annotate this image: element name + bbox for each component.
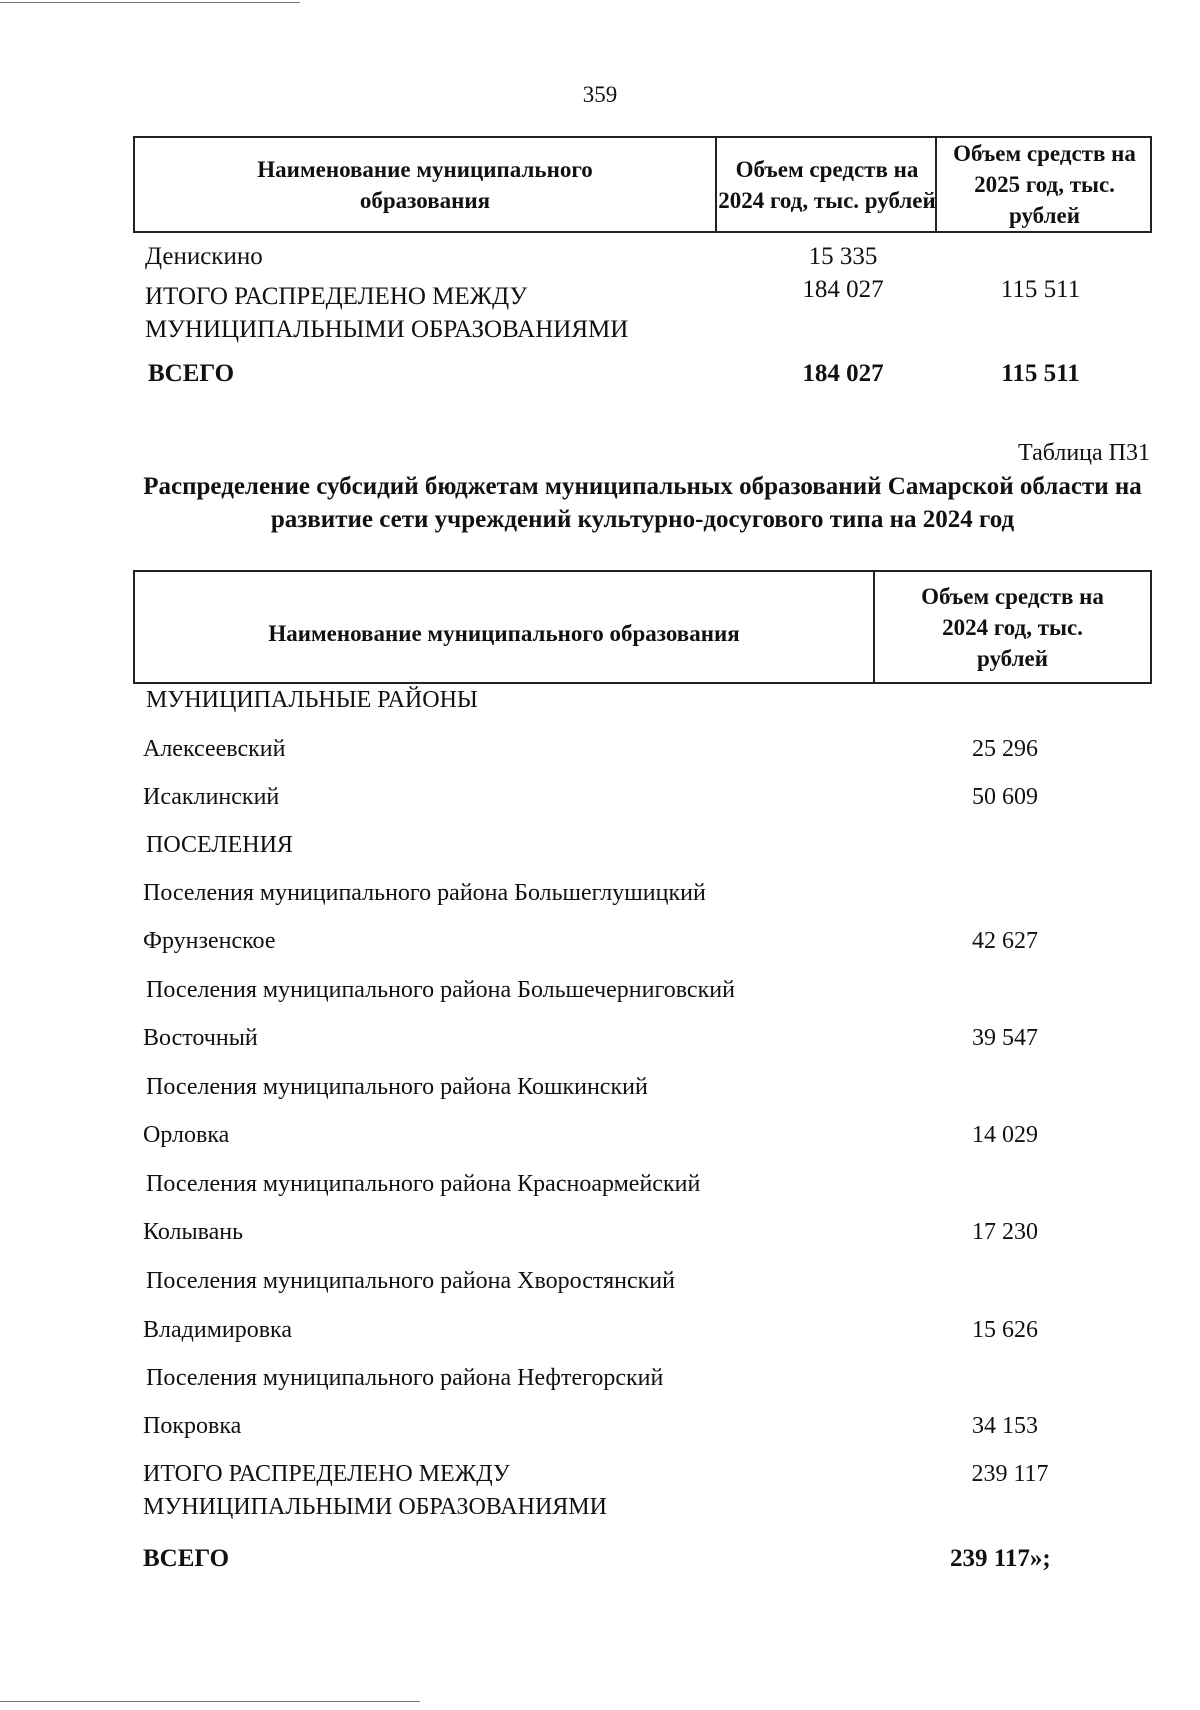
row-value: 15 626: [972, 1317, 1038, 1343]
table1-total-2025: 115 511: [1001, 360, 1080, 387]
table1-row-2024: 15 335: [808, 243, 878, 270]
row-name: Поселения муниципального района Нефтегорский: [146, 1365, 664, 1391]
table-row: [0, 1458, 1200, 1524]
table-title: Распределение субсидий бюджетам муниципальных образований Самарской области на развитие сети учреждений культурно-досугового типа на 2024 год: [143, 473, 1142, 533]
row-name: Поселения муниципального района Большечерниговский: [146, 977, 735, 1003]
table2-header-2024: Объем средств на 2024 год, тыс. рублей: [873, 572, 1150, 682]
row-name: ПОСЕЛЕНИЯ: [146, 832, 293, 858]
row-name: ИТОГО РАСПРЕДЕЛЕНО МЕЖДУ: [143, 1461, 510, 1487]
table-label: Таблица П31: [1018, 440, 1150, 466]
row-value: 17 230: [972, 1219, 1038, 1245]
table-row: [0, 974, 1200, 1007]
table1-row-2024: 184 027: [802, 276, 884, 303]
row-name: МУНИЦИПАЛЬНЫЕ РАЙОНЫ: [146, 687, 478, 713]
row-value: 14 029: [972, 1122, 1038, 1148]
table-row: [0, 1119, 1200, 1152]
table1-header-name: Наименование муниципального образования: [257, 156, 593, 213]
row-name: Покровка: [143, 1413, 242, 1439]
row-name: Поселения муниципального района Большеглушицкий: [143, 880, 706, 906]
table1-header: [133, 136, 1152, 233]
scan-edge-line: [0, 1701, 420, 1702]
row-value: 25 296: [972, 736, 1038, 762]
table-row: [0, 684, 1200, 717]
row-name: Орловка: [143, 1122, 230, 1148]
row-name-continued: МУНИЦИПАЛЬНЫМИ ОБРАЗОВАНИЯМИ: [143, 1494, 607, 1520]
row-name: Поселения муниципального района Красноармейский: [146, 1171, 701, 1197]
row-name: Исаклинский: [143, 784, 280, 810]
table-row: [0, 733, 1200, 766]
table2-header-name: Наименование муниципального образования: [268, 620, 740, 646]
table1-header-2024: Объем средств на 2024 год, тыс. рублей: [715, 138, 937, 231]
table-row: [0, 1265, 1200, 1298]
table-row: [0, 877, 1200, 910]
row-value: 39 547: [972, 1025, 1038, 1051]
table-row: [0, 1168, 1200, 1201]
table-row: [0, 829, 1200, 862]
table-row: [0, 1022, 1200, 1055]
table-row: [0, 1071, 1200, 1104]
table-row: [0, 925, 1200, 958]
row-value: 50 609: [972, 784, 1038, 810]
scan-edge-line: [0, 2, 300, 3]
row-value: 239 117: [971, 1461, 1049, 1487]
table-row: [0, 1216, 1200, 1249]
page-number: 359: [582, 82, 618, 107]
table-row: [0, 1410, 1200, 1443]
table-row: [0, 1362, 1200, 1395]
table-row: [0, 781, 1200, 814]
table1-total-label: ВСЕГО: [148, 360, 235, 387]
table1-row-2025: 115 511: [1000, 276, 1081, 303]
row-name: Поселения муниципального района Хворостянский: [146, 1268, 675, 1294]
table-total-row: [0, 1542, 1200, 1575]
table1-total-2024: 184 027: [802, 360, 884, 387]
row-name: Алексеевский: [143, 736, 286, 762]
table1-row-name: Денискино: [145, 243, 263, 270]
row-name: Владимировка: [143, 1317, 293, 1343]
total-label: ВСЕГО: [143, 1545, 230, 1572]
row-name: Фрунзенское: [143, 928, 276, 954]
row-value: 34 153: [972, 1413, 1038, 1439]
row-name: Колывань: [143, 1219, 244, 1245]
total-value: 239 117»;: [950, 1545, 1051, 1572]
row-name: Поселения муниципального района Кошкинский: [146, 1074, 648, 1100]
row-name: Восточный: [143, 1025, 258, 1051]
table1-row-name: ИТОГО РАСПРЕДЕЛЕНО МЕЖДУ МУНИЦИПАЛЬНЫМИ ОБРАЗОВАНИЯМИ: [145, 283, 629, 343]
row-value: 42 627: [972, 928, 1038, 954]
table-row: [0, 1314, 1200, 1347]
table1-header-2025: Объем средств на 2025 год, тыс. рублей: [935, 138, 1152, 231]
table2-header: [133, 570, 1152, 684]
